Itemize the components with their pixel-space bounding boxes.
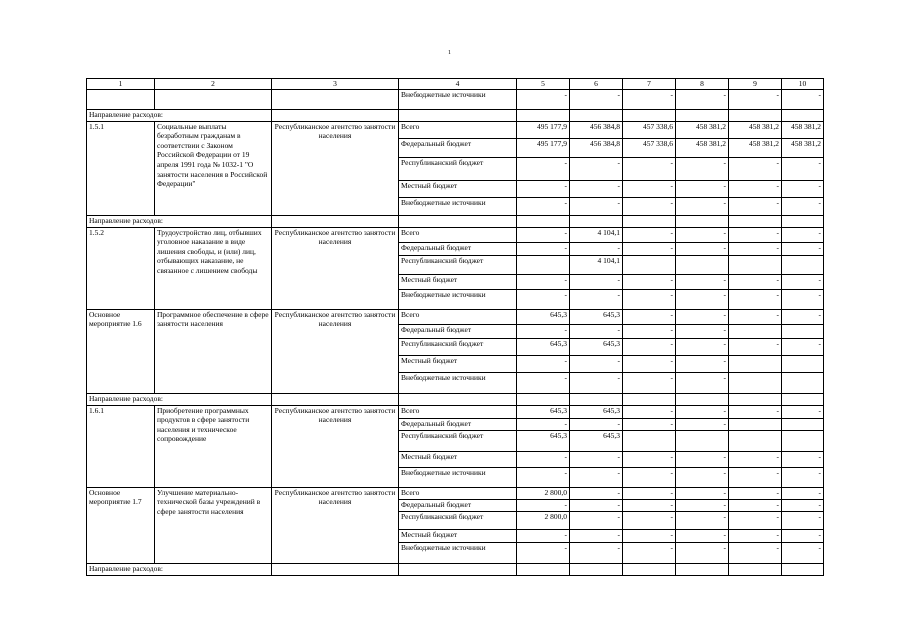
direction-row (87, 393, 824, 405)
value-cell: - (623, 289, 676, 309)
funding-source: Всего (399, 487, 517, 499)
item-number: 1.5.1 (87, 121, 155, 215)
value-cell: - (782, 157, 824, 180)
empty-cell (399, 215, 517, 227)
value-cell: - (623, 542, 676, 563)
value-cell (623, 430, 676, 451)
column-header: 10 (782, 79, 824, 90)
funding-source: Всего (399, 227, 517, 242)
value-cell: - (729, 338, 782, 355)
value-cell (782, 430, 824, 451)
value-cell: 2 800,0 (517, 487, 570, 499)
item-name: Программное обеспечение в сфере занятости населения (155, 309, 272, 393)
value-cell (782, 372, 824, 393)
value-cell: - (623, 157, 676, 180)
empty-cell (676, 393, 729, 405)
empty-cell (623, 563, 676, 575)
value-cell: - (782, 451, 824, 467)
value-cell: - (729, 157, 782, 180)
table-header-row (87, 79, 824, 90)
value-cell: 458 381,2 (676, 138, 729, 157)
direction-row (87, 109, 824, 121)
value-cell: - (782, 499, 824, 511)
funding-source: Федеральный бюджет (399, 324, 517, 338)
empty-cell (729, 215, 782, 227)
value-cell: - (782, 89, 824, 109)
value-cell: - (782, 197, 824, 215)
value-cell: - (517, 542, 570, 563)
value-cell (729, 355, 782, 372)
value-cell: - (782, 467, 824, 487)
column-header: 6 (570, 79, 623, 90)
direction-label: Направление расходов: (87, 393, 272, 405)
value-cell: - (676, 89, 729, 109)
empty-cell (399, 393, 517, 405)
value-cell: - (623, 467, 676, 487)
item-number: 1.5.2 (87, 227, 155, 309)
column-header: 3 (272, 79, 399, 90)
value-cell: - (782, 227, 824, 242)
value-cell: - (729, 274, 782, 289)
budget-table (86, 78, 824, 576)
value-cell: - (782, 542, 824, 563)
table-row (87, 89, 824, 109)
value-cell: - (676, 511, 729, 529)
value-cell: - (729, 451, 782, 467)
value-cell: - (570, 197, 623, 215)
value-cell: - (729, 309, 782, 324)
value-cell: - (729, 487, 782, 499)
empty-cell (517, 215, 570, 227)
funding-source: Внебюджетные источники (399, 289, 517, 309)
value-cell: 645,3 (570, 338, 623, 355)
value-cell: - (623, 511, 676, 529)
value-cell: - (517, 372, 570, 393)
empty-cell (676, 215, 729, 227)
funding-source: Местный бюджет (399, 451, 517, 467)
table-row (87, 487, 824, 499)
empty-cell (570, 215, 623, 227)
executor: Республиканское агентство занятости населения (272, 121, 399, 215)
value-cell: - (517, 499, 570, 511)
executor: Республиканское агентство занятости населения (272, 309, 399, 393)
value-cell (782, 255, 824, 274)
value-cell: - (676, 355, 729, 372)
column-header: 9 (729, 79, 782, 90)
value-cell (729, 430, 782, 451)
funding-source: Федеральный бюджет (399, 242, 517, 255)
funding-source: Внебюджетные источники (399, 89, 517, 109)
value-cell (729, 324, 782, 338)
empty-cell (517, 109, 570, 121)
value-cell: 645,3 (517, 309, 570, 324)
value-cell: - (623, 242, 676, 255)
value-cell: - (570, 180, 623, 197)
empty-cell (782, 109, 824, 121)
value-cell: - (517, 467, 570, 487)
funding-source: Республиканский бюджет (399, 430, 517, 451)
value-cell: 2 800,0 (517, 511, 570, 529)
direction-label: Направление расходов: (87, 215, 272, 227)
value-cell: - (729, 180, 782, 197)
value-cell: - (517, 197, 570, 215)
funding-source: Всего (399, 121, 517, 138)
funding-source: Республиканский бюджет (399, 255, 517, 274)
column-header: 8 (676, 79, 729, 90)
empty-cell (570, 563, 623, 575)
value-cell: 458 381,2 (782, 138, 824, 157)
direction-label: Направление расходов: (87, 563, 272, 575)
empty-cell (272, 393, 399, 405)
empty-cell (782, 563, 824, 575)
value-cell: 645,3 (517, 430, 570, 451)
empty-cell (272, 89, 399, 109)
value-cell: - (570, 499, 623, 511)
value-cell: - (570, 418, 623, 430)
value-cell: - (676, 499, 729, 511)
empty-cell (272, 215, 399, 227)
value-cell: - (570, 467, 623, 487)
empty-cell (623, 215, 676, 227)
value-cell: - (623, 89, 676, 109)
value-cell: - (676, 542, 729, 563)
value-cell (782, 324, 824, 338)
empty-cell (782, 215, 824, 227)
item-name: Социальные выплаты безработным гражданам в соответствии с Законом Российской Федерации от 19 апреля 1991 года № 1032-1 "О занятости населения в Российской Федерации" (155, 121, 272, 215)
funding-source: Внебюджетные источники (399, 542, 517, 563)
executor: Республиканское агентство занятости населения (272, 487, 399, 563)
empty-cell (676, 109, 729, 121)
table-row (87, 405, 824, 418)
value-cell: - (623, 227, 676, 242)
value-cell: - (623, 405, 676, 418)
column-header: 5 (517, 79, 570, 90)
value-cell (623, 255, 676, 274)
value-cell: - (782, 511, 824, 529)
direction-row (87, 215, 824, 227)
funding-source: Республиканский бюджет (399, 338, 517, 355)
funding-source: Внебюджетные источники (399, 372, 517, 393)
value-cell: - (676, 405, 729, 418)
item-number: Основное мероприятие 1.7 (87, 487, 155, 563)
value-cell: - (517, 418, 570, 430)
value-cell: - (570, 451, 623, 467)
direction-label: Направление расходов: (87, 109, 272, 121)
column-header: 1 (87, 79, 155, 90)
value-cell: - (517, 242, 570, 255)
value-cell: 645,3 (517, 405, 570, 418)
value-cell: - (729, 467, 782, 487)
value-cell (782, 418, 824, 430)
value-cell: - (782, 242, 824, 255)
value-cell: - (676, 274, 729, 289)
table-body (87, 79, 824, 576)
value-cell: - (782, 405, 824, 418)
value-cell: - (676, 467, 729, 487)
value-cell: - (729, 227, 782, 242)
funding-source: Местный бюджет (399, 274, 517, 289)
value-cell: - (517, 274, 570, 289)
column-header: 7 (623, 79, 676, 90)
value-cell: - (623, 180, 676, 197)
value-cell: - (570, 511, 623, 529)
value-cell: 458 381,2 (729, 138, 782, 157)
value-cell: - (676, 180, 729, 197)
value-cell: - (570, 542, 623, 563)
value-cell: - (570, 274, 623, 289)
value-cell: - (729, 529, 782, 542)
item-name: Трудоустройство лиц, отбывших уголовное наказание в виде лишения свободы, и (или) лиц, отбывающих наказание, не связанное с лишением свободы (155, 227, 272, 309)
value-cell (517, 255, 570, 274)
value-cell: - (782, 338, 824, 355)
value-cell: - (676, 338, 729, 355)
empty-cell (570, 393, 623, 405)
value-cell (729, 418, 782, 430)
value-cell: - (782, 274, 824, 289)
value-cell: - (676, 157, 729, 180)
empty-cell (729, 393, 782, 405)
value-cell: - (570, 487, 623, 499)
value-cell: - (676, 289, 729, 309)
value-cell (676, 255, 729, 274)
column-header: 4 (399, 79, 517, 90)
value-cell: - (676, 324, 729, 338)
value-cell: - (517, 355, 570, 372)
empty-cell (729, 109, 782, 121)
value-cell: - (729, 542, 782, 563)
value-cell (676, 430, 729, 451)
value-cell: - (676, 197, 729, 215)
value-cell: - (676, 242, 729, 255)
value-cell: - (729, 511, 782, 529)
value-cell: 495 177,9 (517, 121, 570, 138)
value-cell: - (517, 289, 570, 309)
value-cell: 457 338,6 (623, 138, 676, 157)
funding-source: Всего (399, 405, 517, 418)
value-cell: 4 104,1 (570, 227, 623, 242)
value-cell: - (570, 355, 623, 372)
value-cell: - (517, 324, 570, 338)
value-cell: - (570, 89, 623, 109)
value-cell: 458 381,2 (676, 121, 729, 138)
value-cell: - (517, 529, 570, 542)
value-cell: - (676, 451, 729, 467)
empty-cell (623, 109, 676, 121)
value-cell: 456 384,8 (570, 121, 623, 138)
funding-source: Местный бюджет (399, 180, 517, 197)
empty-cell (272, 563, 399, 575)
value-cell: - (676, 529, 729, 542)
value-cell: - (782, 289, 824, 309)
funding-source: Федеральный бюджет (399, 499, 517, 511)
value-cell: 458 381,2 (782, 121, 824, 138)
table-row (87, 227, 824, 242)
value-cell: - (676, 309, 729, 324)
value-cell: - (623, 529, 676, 542)
value-cell: 495 177,9 (517, 138, 570, 157)
item-number: Основное мероприятие 1.6 (87, 309, 155, 393)
item-name: Приобретение программных продуктов в сфере занятости населения и техническое сопровождение (155, 405, 272, 487)
value-cell: - (623, 499, 676, 511)
value-cell: - (623, 418, 676, 430)
value-cell: 645,3 (570, 430, 623, 451)
empty-cell (676, 563, 729, 575)
value-cell: - (570, 289, 623, 309)
value-cell (782, 355, 824, 372)
funding-source: Местный бюджет (399, 529, 517, 542)
value-cell: - (676, 227, 729, 242)
empty-cell (570, 109, 623, 121)
value-cell: - (729, 499, 782, 511)
value-cell: - (570, 157, 623, 180)
empty-cell (155, 89, 272, 109)
direction-row (87, 563, 824, 575)
value-cell: - (676, 372, 729, 393)
value-cell: - (517, 227, 570, 242)
value-cell: - (570, 242, 623, 255)
empty-cell (517, 563, 570, 575)
value-cell: - (729, 289, 782, 309)
funding-source: Внебюджетные источники (399, 467, 517, 487)
item-name: Улучшение материально-технической базы учреждений в сфере занятости населения (155, 487, 272, 563)
value-cell: - (623, 372, 676, 393)
value-cell: - (517, 157, 570, 180)
empty-cell (623, 393, 676, 405)
value-cell: - (729, 197, 782, 215)
value-cell: - (676, 418, 729, 430)
empty-cell (729, 563, 782, 575)
executor: Республиканское агентство занятости населения (272, 405, 399, 487)
table-row (87, 121, 824, 138)
empty-cell (399, 109, 517, 121)
value-cell (729, 372, 782, 393)
value-cell: - (623, 274, 676, 289)
value-cell: - (623, 324, 676, 338)
empty-cell (782, 393, 824, 405)
column-header: 2 (155, 79, 272, 90)
funding-source: Всего (399, 309, 517, 324)
empty-cell (517, 393, 570, 405)
funding-source: Федеральный бюджет (399, 418, 517, 430)
value-cell: - (517, 89, 570, 109)
value-cell: 456 384,8 (570, 138, 623, 157)
value-cell: - (570, 529, 623, 542)
empty-cell (87, 89, 155, 109)
empty-cell (399, 563, 517, 575)
funding-source: Местный бюджет (399, 355, 517, 372)
funding-source: Республиканский бюджет (399, 511, 517, 529)
value-cell: - (782, 529, 824, 542)
value-cell: - (729, 405, 782, 418)
value-cell: - (570, 372, 623, 393)
value-cell: 457 338,6 (623, 121, 676, 138)
empty-cell (272, 109, 399, 121)
funding-source: Федеральный бюджет (399, 138, 517, 157)
value-cell (729, 255, 782, 274)
value-cell: - (729, 242, 782, 255)
value-cell: - (517, 451, 570, 467)
value-cell: - (517, 180, 570, 197)
executor: Республиканское агентство занятости населения (272, 227, 399, 309)
value-cell: - (623, 309, 676, 324)
value-cell: - (729, 89, 782, 109)
value-cell: - (623, 487, 676, 499)
page-number: 1 (448, 50, 451, 56)
item-number: 1.6.1 (87, 405, 155, 487)
value-cell: - (623, 451, 676, 467)
funding-source: Республиканский бюджет (399, 157, 517, 180)
value-cell: - (782, 180, 824, 197)
value-cell: 645,3 (570, 405, 623, 418)
value-cell: 458 381,2 (729, 121, 782, 138)
value-cell: - (623, 338, 676, 355)
value-cell: - (570, 324, 623, 338)
funding-source: Внебюджетные источники (399, 197, 517, 215)
value-cell: 645,3 (517, 338, 570, 355)
value-cell: 4 104,1 (570, 255, 623, 274)
value-cell: - (623, 197, 676, 215)
value-cell: - (782, 309, 824, 324)
value-cell: 645,3 (570, 309, 623, 324)
value-cell: - (782, 487, 824, 499)
table-row (87, 309, 824, 324)
value-cell: - (623, 355, 676, 372)
value-cell: - (676, 487, 729, 499)
